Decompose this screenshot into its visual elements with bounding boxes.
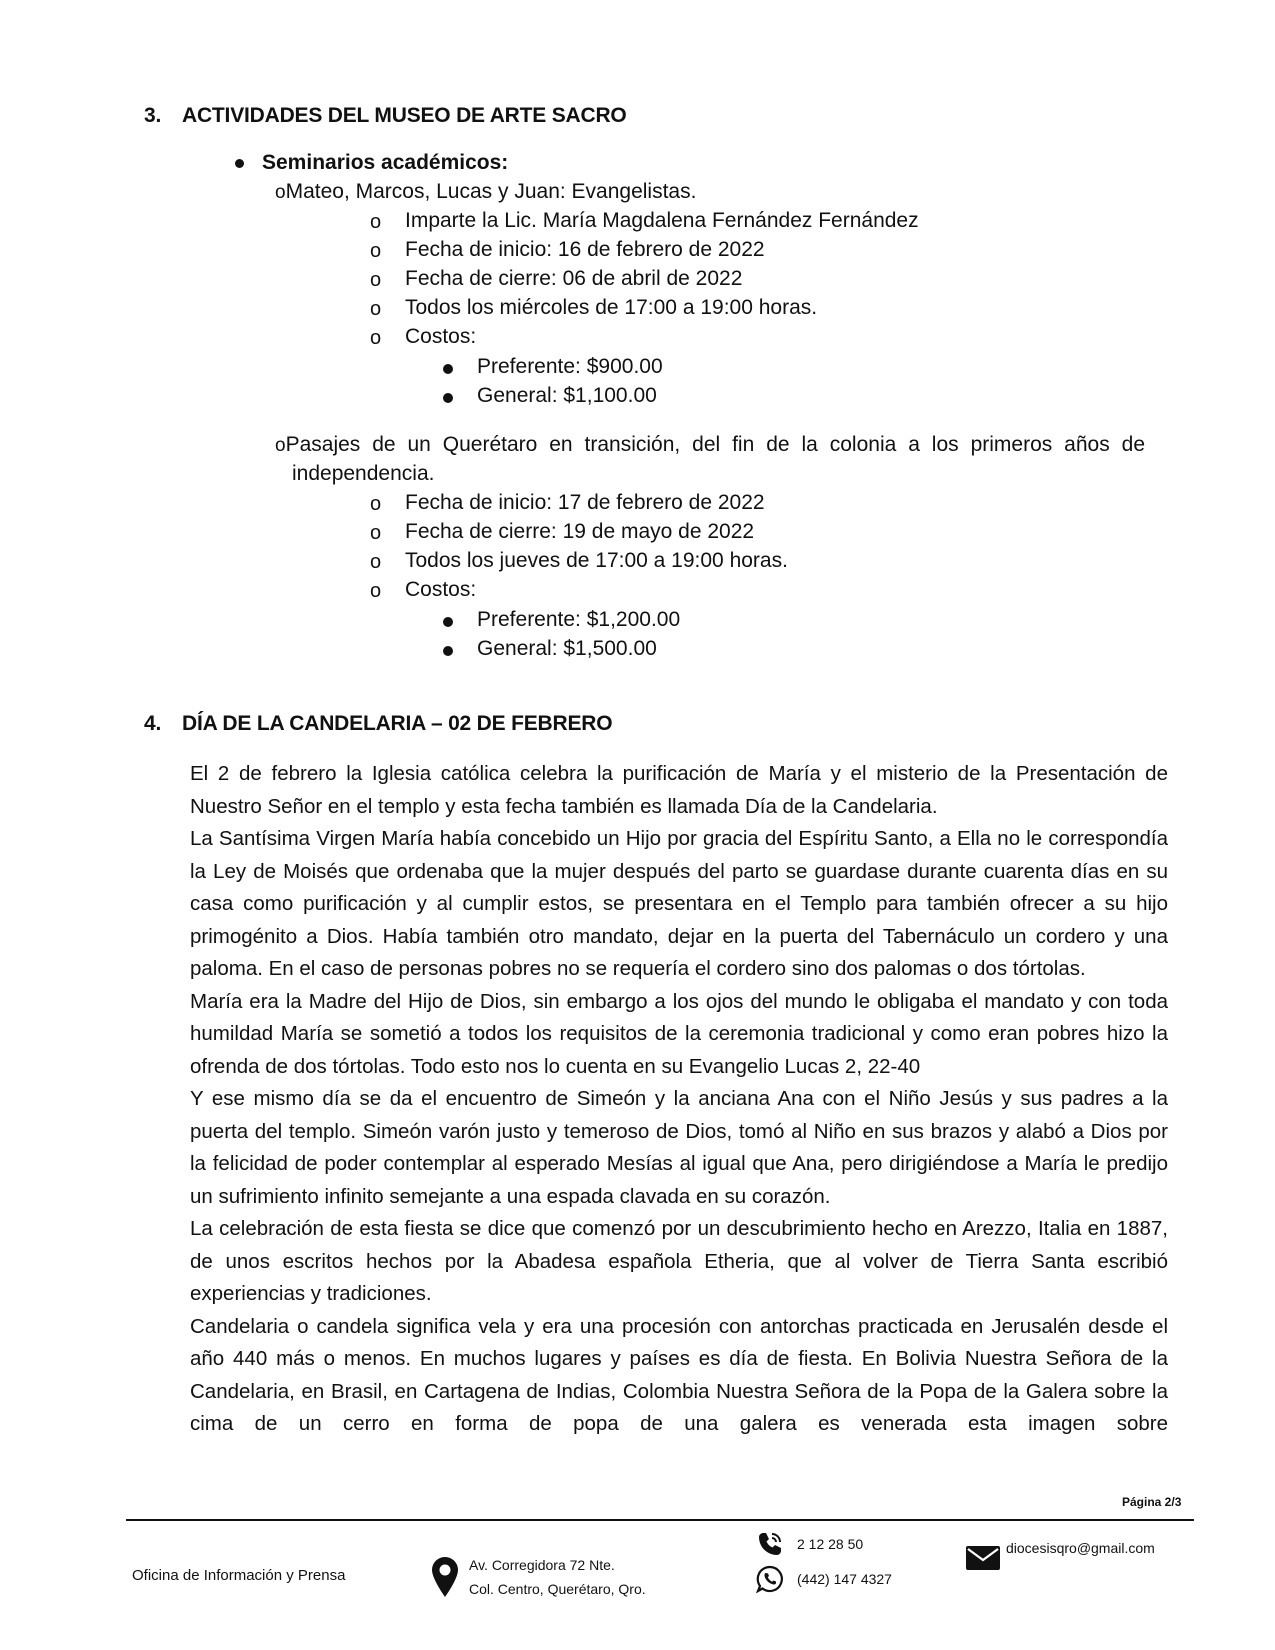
page-number: Página 2/3 [1122,1495,1182,1509]
phone-icon [756,1530,784,1558]
seminar-2-title-line2: independencia. [292,462,435,485]
circle-marker: o [370,522,382,544]
circle-marker: o [275,435,286,456]
bullet-dot [443,393,453,403]
circle-marker: o [370,211,382,233]
section-3-number: 3. [144,104,162,127]
seminar-1-item: Costos: [405,325,477,348]
body-paragraph: El 2 de febrero la Iglesia católica celebra la purificación de María y el misterio de la Presentación de Nuestro Señor en el templo y esta fecha también es llamada Día de la Candelaria. [190,762,1168,818]
footer-address-line1: Av. Corregidora 72 Nte. [469,1557,615,1573]
footer-email[interactable]: diocesisqro@gmail.com [1006,1540,1155,1556]
circle-marker: o [370,269,382,291]
circle-marker: o [370,551,382,573]
body-paragraph: Y ese mismo día se da el encuentro de Simeón y la anciana Ana con el Niño Jesús y sus padres a la puerta del templo. Simeón varón justo y temeroso de Dios, tomó al Niño en sus brazos y alabó a Dios por la felicidad de poder contemplar al esperado Mesías al igual que Ana, pero dirigiéndose a María le predijo un sufrimiento infinito semejante a una espada clavada en su corazón. [190,1087,1168,1208]
footer-office: Oficina de Información y Prensa [132,1567,346,1584]
seminar-1-item: Todos los miércoles de 17:00 a 19:00 horas. [405,296,818,319]
section-3-heading [144,102,627,130]
bullet-dot [443,617,453,627]
footer-phone: 2 12 28 50 [797,1536,864,1552]
whatsapp-icon [756,1565,784,1593]
seminars-label: Seminarios académicos: [262,151,509,174]
seminar-1-item: Fecha de cierre: 06 de abril de 2022 [405,267,743,290]
footer-address-line2: Col. Centro, Querétaro, Qro. [469,1581,646,1597]
seminar-2-cost: General: $1,500.00 [477,637,657,660]
seminar-2-item: Fecha de inicio: 17 de febrero de 2022 [405,491,765,514]
section-4-heading [144,710,612,738]
seminar-1-title [275,177,696,208]
body-paragraph: La celebración de esta fiesta se dice que comenzó por un descubrimiento hecho en Arezzo, Italia en 1887, de unos escritos hechos por la Abadesa española Etheria, que al volver de Tierra Santa escribió experiencias y tradiciones. [190,1217,1168,1305]
circle-marker: o [370,298,382,320]
circle-marker: o [370,240,382,262]
email-icon [966,1546,1000,1570]
seminar-2-title-line1 [275,430,1145,461]
bullet-dot [235,159,244,168]
body-paragraph: María era la Madre del Hijo de Dios, sin embargo a los ojos del mundo le obligaba el mandato y con toda humildad María se sometió a todos los requisitos de la ceremonia tradicional y como eran pobres hizo la ofrenda de dos tórtolas. Todo esto nos lo cuenta en su Evangelio Lucas 2, 22-40 [190,989,1168,1078]
circle-marker: o [370,493,382,515]
bullet-dot [443,364,453,374]
seminar-2-item: Fecha de cierre: 19 de mayo de 2022 [405,520,755,543]
body-paragraph: La Santísima Virgen María había concebido un Hijo por gracia del Espíritu Santo, a Ella no le correspondía la Ley de Moisés que ordenaba que la mujer después del parto se guardase durante cuarenta días en su casa como purificación y al cumplir estos, se presentara en el Templo para también ofrecer a su hijo primogénito a Dios. Había también otro mandato, dejar en la puerta del Tabernáculo un cordero y una paloma. En el caso de personas pobres no se requería el cordero sino dos palomas o dos tórtolas. [190,827,1168,980]
seminar-2-cost: Preferente: $1,200.00 [477,608,681,631]
circle-marker: o [275,182,286,203]
body-paragraph: Candelaria o candela significa vela y era una procesión con antorchas practicada en Jerusalén desde el año 440 más o menos. En muchos lugares y países es día de fiesta. En Bolivia Nuestra Señora de la Candelaria, en Brasil, en Cartagena de Indias, Colombia Nuestra Señora de la Popa de la Galera sobre la cima de un cerro en forma de popa de una galera es venerada esta imagen sobre [190,1314,1168,1435]
circle-marker: o [370,580,382,602]
bullet-dot [443,646,453,656]
footer-whatsapp: (442) 147 4327 [797,1571,892,1587]
circle-marker: o [370,327,382,349]
seminar-2-item: Todos los jueves de 17:00 a 19:00 horas. [405,549,788,572]
section-4-number: 4. [144,712,162,735]
seminar-1-title-text: Mateo, Marcos, Lucas y Juan: Evangelistas. [285,180,697,203]
seminar-1-item: Imparte la Lic. María Magdalena Fernández Fernández [405,209,919,232]
seminar-1-cost: General: $1,100.00 [477,384,657,407]
location-pin-icon [432,1557,458,1597]
section-3-title: ACTIVIDADES DEL MUSEO DE ARTE SACRO [182,104,627,127]
seminar-1-cost: Preferente: $900.00 [477,355,663,378]
seminar-2-title-text: Pasajes de un Querétaro en transición, del fin de la colonia a los primeros años de [285,433,1145,456]
candelaria-body [190,758,1168,1441]
footer-divider [126,1519,1194,1521]
seminar-2-item: Costos: [405,578,477,601]
section-4-title: DÍA DE LA CANDELARIA – 02 DE FEBRERO [182,712,613,735]
seminar-1-item: Fecha de inicio: 16 de febrero de 2022 [405,238,765,261]
